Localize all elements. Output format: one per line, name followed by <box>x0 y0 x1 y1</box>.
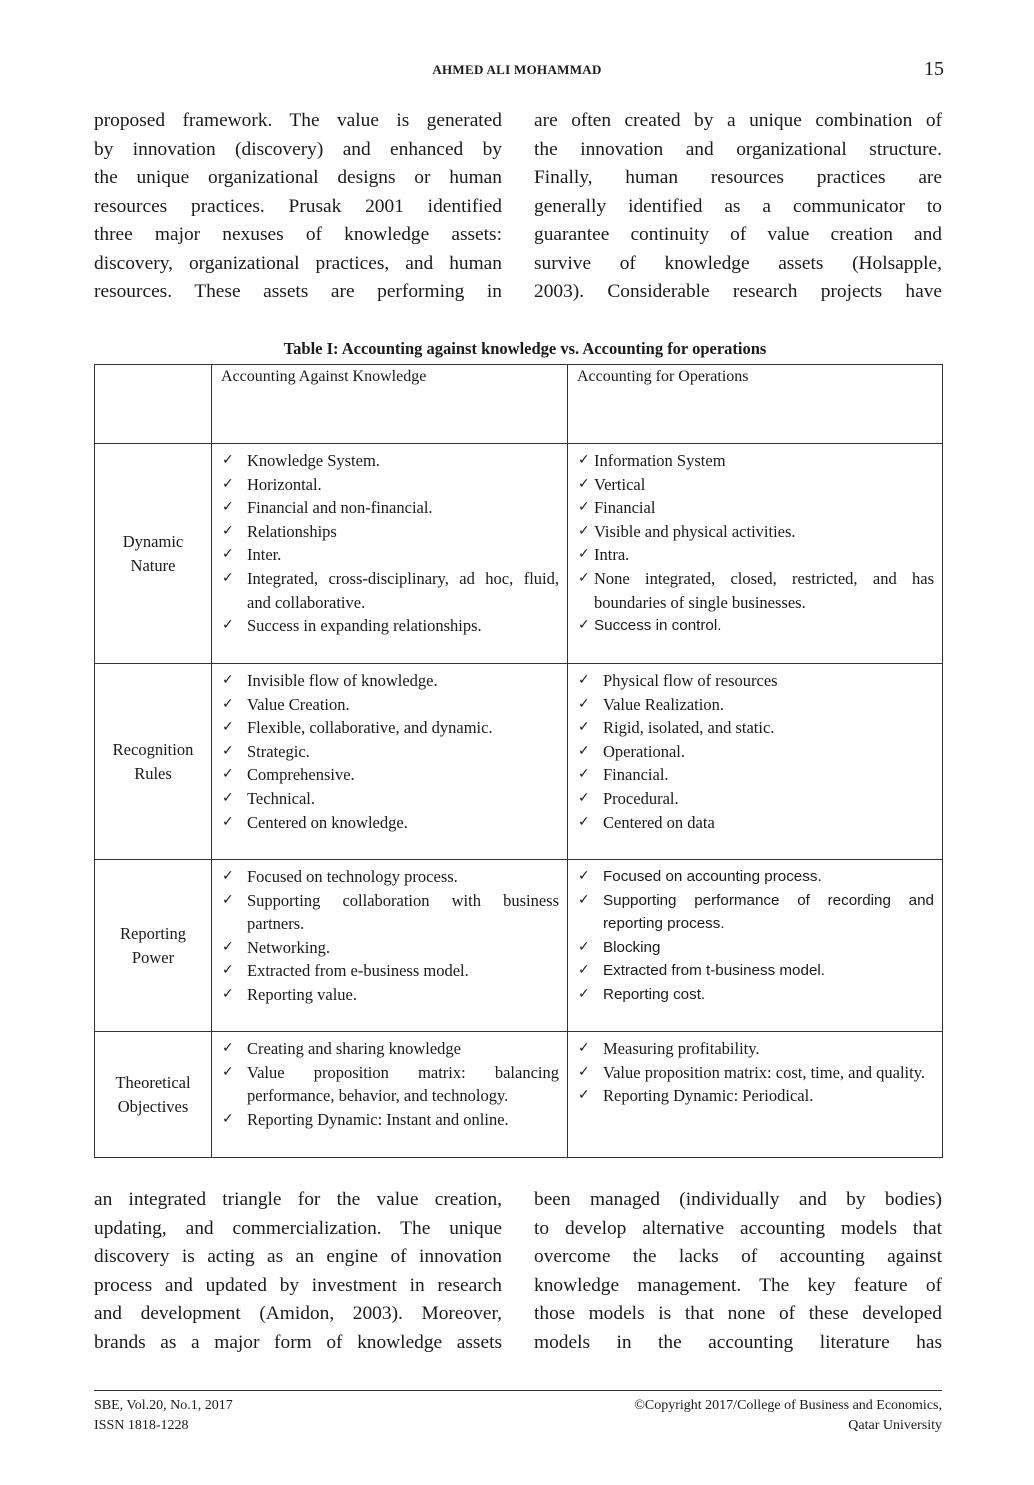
table-row-recognition-rules <box>95 664 943 860</box>
table-row-reporting-power <box>95 860 943 1032</box>
table-row-dynamic-nature <box>95 444 943 664</box>
check-icon: ✓ <box>578 766 590 783</box>
list-item: ✓ Technical. <box>222 787 559 811</box>
text-line: and development (Amidon, 2003). Moreover, <box>94 1303 502 1324</box>
check-list <box>222 449 559 638</box>
check-icon: ✓ <box>222 499 234 516</box>
text-line: updating, and commercialization. The unique <box>94 1217 502 1239</box>
check-icon: ✓ <box>578 569 590 586</box>
text-line: knowledge management. The key feature of <box>534 1274 942 1296</box>
check-icon: ✓ <box>578 962 590 979</box>
table-row-theoretical-objectives <box>95 1032 943 1158</box>
list-item: ✓ Information System <box>578 449 934 473</box>
text-line: guarantee continuity of value creation and <box>534 224 942 245</box>
row-label-line: Nature <box>130 555 176 575</box>
body-text-top-left <box>94 107 502 307</box>
list-item: ✓ Financial and non-financial. <box>222 496 559 520</box>
text-line: overcome the lacks of accounting against <box>534 1246 942 1267</box>
check-icon: ✓ <box>578 938 590 955</box>
row-label-line: Dynamic <box>122 531 184 551</box>
list-item: ✓ Networking. <box>222 936 559 960</box>
row-label-line: Power <box>131 947 175 967</box>
check-list <box>578 449 934 638</box>
check-icon: ✓ <box>578 1040 590 1056</box>
check-icon: ✓ <box>222 868 234 884</box>
list-item: ✓ Value Realization. <box>578 693 934 717</box>
text-line: models in the accounting literature has <box>534 1331 942 1353</box>
text-line: the unique organizational designs or human <box>94 167 502 188</box>
column-header-operations: Accounting for Operations <box>568 365 943 444</box>
check-icon: ✓ <box>578 695 590 712</box>
check-icon: ✓ <box>222 742 234 759</box>
check-list <box>578 669 934 834</box>
list-item: ✓ Reporting value. <box>222 983 559 1007</box>
check-icon: ✓ <box>578 789 590 806</box>
list-item: ✓ Centered on knowledge. <box>222 811 559 835</box>
list-item: ✓ Success in control. <box>578 614 934 638</box>
knowledge-cell <box>212 444 568 664</box>
knowledge-cell <box>212 860 568 1032</box>
check-icon: ✓ <box>578 813 590 830</box>
list-item: ✓ Value Creation. <box>222 693 559 717</box>
check-icon: ✓ <box>222 719 234 736</box>
row-label <box>95 444 212 664</box>
check-icon: ✓ <box>222 962 234 979</box>
check-icon: ✓ <box>222 1040 234 1056</box>
row-label <box>95 1032 212 1158</box>
check-icon: ✓ <box>222 789 234 806</box>
text-line: an integrated triangle for the value creation, <box>94 1189 502 1210</box>
text-line: 2003). Considerable research projects have <box>534 281 942 302</box>
footer-divider <box>94 1390 942 1391</box>
copyright-line: ©Copyright 2017/College of Business and Economics, <box>634 1398 942 1413</box>
check-icon: ✓ <box>222 813 234 830</box>
row-label-line: Theoretical <box>115 1072 191 1092</box>
list-item: ✓ Success in expanding relationships. <box>222 614 559 638</box>
check-icon: ✓ <box>222 672 234 688</box>
row-label-line: Objectives <box>117 1096 189 1116</box>
text-line: discovery is acting as an engine of innovation <box>94 1246 502 1267</box>
check-icon: ✓ <box>578 719 590 736</box>
check-icon: ✓ <box>222 891 234 908</box>
list-item: ✓ Reporting Dynamic: Instant and online. <box>222 1108 559 1132</box>
check-icon: ✓ <box>222 522 234 539</box>
list-item: ✓ Horizontal. <box>222 473 559 497</box>
journal-citation: SBE, Vol.20, No.1, 2017 <box>94 1398 233 1413</box>
text-line: survive of knowledge assets (Holsapple, <box>534 252 942 274</box>
list-item: ✓ Strategic. <box>222 740 559 764</box>
footer-copyright <box>542 1396 942 1435</box>
list-item: ✓ Rigid, isolated, and static. <box>578 716 934 740</box>
check-icon: ✓ <box>578 1087 590 1104</box>
row-label-line: Recognition <box>112 739 194 759</box>
column-header-knowledge: Accounting Against Knowledge <box>212 365 568 444</box>
text-line: generally identified as a communicator to <box>534 195 942 217</box>
check-icon: ✓ <box>222 475 234 492</box>
check-icon: ✓ <box>578 742 590 759</box>
list-item: ✓ Invisible flow of knowledge. <box>222 669 559 693</box>
text-line: are often created by a unique combination of <box>534 110 942 131</box>
list-item: ✓ Value proposition matrix: balancing performance, behavior, and technology. <box>222 1062 559 1106</box>
row-label-line: Reporting <box>120 923 186 943</box>
list-item: ✓ None integrated, closed, restricted, and has boundaries of single businesses. <box>578 568 934 612</box>
text-line: Finally, human resources practices are <box>534 167 942 188</box>
check-icon: ✓ <box>578 546 590 563</box>
list-item: ✓ Operational. <box>578 740 934 764</box>
text-line: resources practices. Prusak 2001 identified <box>94 195 502 217</box>
check-icon: ✓ <box>578 499 590 516</box>
list-item: ✓ Visible and physical activities. <box>578 520 934 544</box>
text-line: been managed (individually and by bodies) <box>534 1189 942 1210</box>
check-icon: ✓ <box>222 985 234 1002</box>
row-label <box>95 860 212 1032</box>
text-line: three major nexuses of knowledge assets: <box>94 224 502 245</box>
check-icon: ✓ <box>222 1110 234 1127</box>
list-item: ✓ Value proposition matrix: cost, time, and quality. <box>578 1061 934 1085</box>
text-line: process and updated by investment in research <box>94 1274 502 1296</box>
check-list <box>578 1037 934 1108</box>
list-item: ✓ Financial. <box>578 763 934 787</box>
text-line: the innovation and organizational structure. <box>534 138 942 160</box>
list-item: ✓ Financial <box>578 496 934 520</box>
check-list <box>222 669 559 834</box>
operations-cell <box>568 860 943 1032</box>
operations-cell <box>568 664 943 860</box>
check-icon: ✓ <box>222 452 234 468</box>
running-header-author: AHMED ALI MOHAMMAD <box>432 62 602 77</box>
body-text-bottom-right <box>534 1186 942 1357</box>
table-caption: Table I: Accounting against knowledge vs. Accounting for operations <box>283 339 767 358</box>
check-icon: ✓ <box>578 452 590 468</box>
text-line: proposed framework. The value is generated <box>94 110 502 131</box>
comparison-table <box>94 364 943 1158</box>
text-line: discovery, organizational practices, and human <box>94 252 502 274</box>
list-item: ✓ Procedural. <box>578 787 934 811</box>
list-item: ✓ Supporting performance of recording and reporting process. <box>578 889 934 936</box>
list-item: ✓ Focused on accounting process. <box>578 865 934 889</box>
list-item: ✓ Comprehensive. <box>222 763 559 787</box>
check-list <box>222 865 559 1007</box>
table-corner-cell <box>95 365 212 444</box>
list-item: ✓ Extracted from t-business model. <box>578 959 934 983</box>
knowledge-cell <box>212 1032 568 1158</box>
row-label <box>95 664 212 860</box>
list-item: ✓ Measuring profitability. <box>578 1037 934 1061</box>
text-line: to develop alternative accounting models that <box>534 1217 942 1239</box>
list-item: ✓ Inter. <box>222 543 559 567</box>
list-item: ✓ Blocking <box>578 936 934 960</box>
check-icon: ✓ <box>578 985 590 1002</box>
page-number: 15 <box>924 58 944 80</box>
check-icon: ✓ <box>222 617 234 634</box>
check-icon: ✓ <box>578 617 590 634</box>
check-list <box>578 865 934 1007</box>
check-icon: ✓ <box>222 695 234 712</box>
text-line: by innovation (discovery) and enhanced by <box>94 138 502 160</box>
list-item: ✓ Flexible, collaborative, and dynamic. <box>222 716 559 740</box>
table-header-row <box>95 365 943 444</box>
list-item: ✓ Physical flow of resources <box>578 669 934 693</box>
footer-journal-info <box>94 1396 233 1435</box>
list-item: ✓ Supporting collaboration with business partners. <box>222 890 559 934</box>
check-icon: ✓ <box>578 1063 590 1080</box>
operations-cell <box>568 444 943 664</box>
check-icon: ✓ <box>222 938 234 955</box>
operations-cell <box>568 1032 943 1158</box>
list-item: ✓ Creating and sharing knowledge <box>222 1037 559 1061</box>
list-item: ✓ Knowledge System. <box>222 449 559 473</box>
list-item: ✓ Reporting Dynamic: Periodical. <box>578 1084 934 1108</box>
list-item: ✓ Integrated, cross-disciplinary, ad hoc, fluid, and collaborative. <box>222 568 559 612</box>
row-label-line: Rules <box>134 763 172 783</box>
check-icon: ✓ <box>222 766 234 783</box>
list-item: ✓ Intra. <box>578 543 934 567</box>
list-item: ✓ Focused on technology process. <box>222 865 559 889</box>
text-line: those models is that none of these developed <box>534 1303 942 1324</box>
body-text-bottom-left <box>94 1186 502 1357</box>
text-line: resources. These assets are performing in <box>94 281 502 302</box>
check-icon: ✓ <box>578 891 590 908</box>
check-icon: ✓ <box>222 569 234 586</box>
list-item: ✓ Extracted from e-business model. <box>222 959 559 983</box>
list-item: ✓ Reporting cost. <box>578 983 934 1007</box>
issn: ISSN 1818-1228 <box>94 1417 189 1433</box>
check-icon: ✓ <box>222 1063 234 1080</box>
university-name: Qatar University <box>848 1417 942 1433</box>
list-item: ✓ Vertical <box>578 473 934 497</box>
text-line: brands as a major form of knowledge assets <box>94 1331 502 1353</box>
knowledge-cell <box>212 664 568 860</box>
list-item: ✓ Centered on data <box>578 811 934 835</box>
check-list <box>222 1037 559 1131</box>
body-text-top-right <box>534 107 942 307</box>
check-icon: ✓ <box>578 522 590 539</box>
check-icon: ✓ <box>222 546 234 563</box>
list-item: ✓ Relationships <box>222 520 559 544</box>
check-icon: ✓ <box>578 672 590 688</box>
check-icon: ✓ <box>578 475 590 492</box>
check-icon: ✓ <box>578 868 590 884</box>
